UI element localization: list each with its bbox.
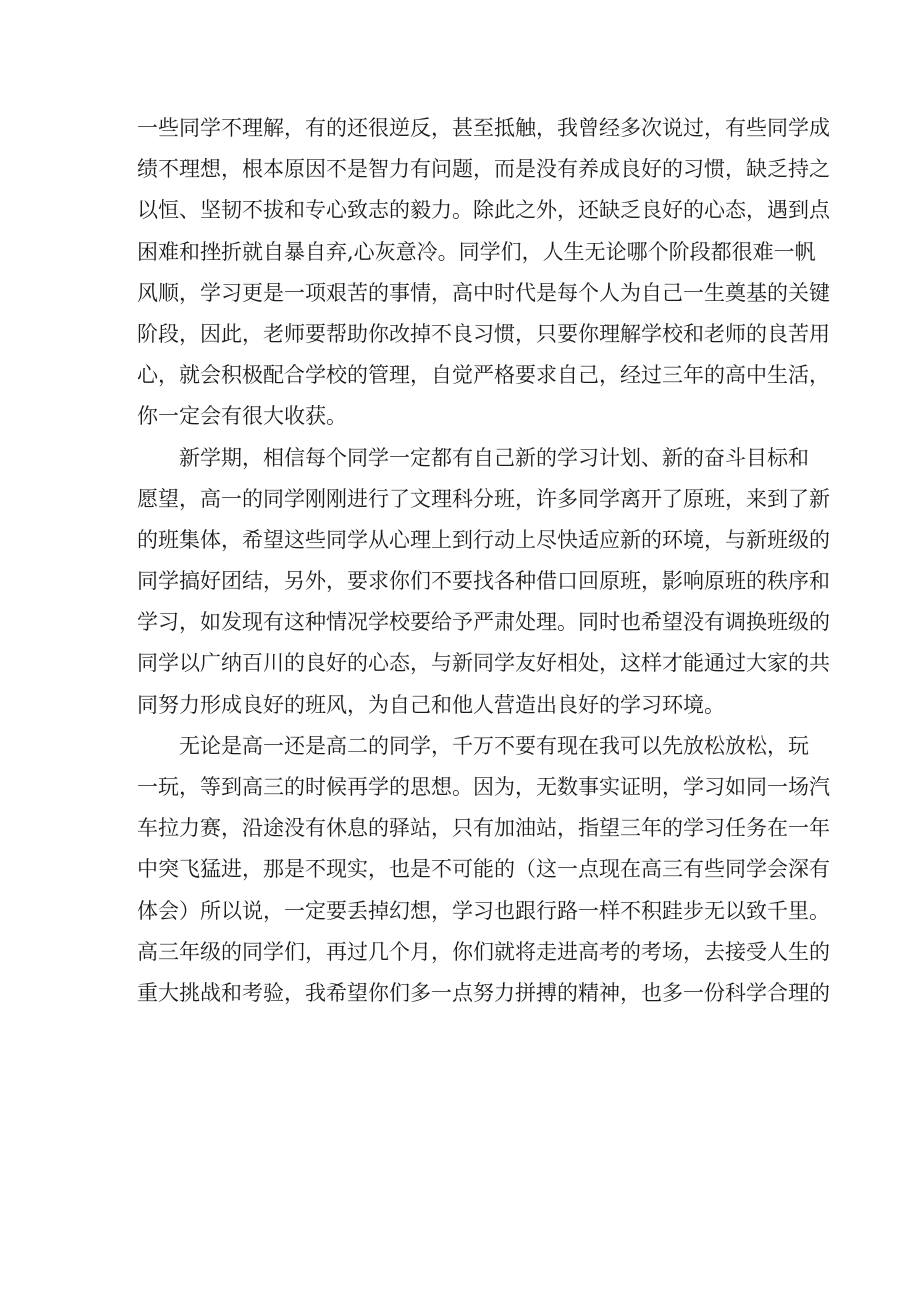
text-line: 无论是高一还是高二的同学，千万不要有现在我可以先放松放松，玩 bbox=[179, 733, 809, 758]
body-text bbox=[137, 108, 830, 1014]
text-line: 中突飞猛进，那是不现实，也是不可能的（这一点现在高三有些同学会深有 bbox=[137, 857, 830, 882]
text-line: 风顺，学习更是一项艰苦的事情，高中时代是每个人为自己一生奠基的关键 bbox=[137, 280, 830, 305]
text-line: 阶段，因此，老师要帮助你改掉不良习惯，只要你理解学校和老师的良苦用 bbox=[137, 321, 830, 346]
text-line: 体会）所以说，一定要丢掉幻想，学习也跟行路一样不积跬步无以致千里。 bbox=[137, 898, 830, 923]
text-line: 车拉力赛，沿途没有休息的驿站，只有加油站，指望三年的学习任务在一年 bbox=[137, 816, 830, 841]
text-line: 一些同学不理解，有的还很逆反，甚至抵触，我曾经多次说过，有些同学成 bbox=[137, 116, 830, 140]
paragraph-3 bbox=[137, 726, 830, 1014]
text-line: 心，就会积极配合学校的管理，自觉严格要求自己，经过三年的高中生活， bbox=[137, 363, 830, 388]
text-line: 以恒、坚韧不拔和专心致志的毅力。除此之外，还缺乏良好的心态，遇到点 bbox=[137, 198, 830, 223]
text-line: 愿望，高一的同学刚刚进行了文理科分班，许多同学离开了原班，来到了新 bbox=[137, 486, 830, 511]
paragraph-1 bbox=[137, 108, 830, 438]
text-line: 你一定会有很大收获。 bbox=[137, 404, 347, 429]
text-line: 绩不理想，根本原因不是智力有问题，而是没有养成良好的习惯，缺乏持之 bbox=[137, 157, 830, 182]
paragraph-2 bbox=[137, 438, 830, 726]
text-line: 困难和挫折就自暴自弃,心灰意冷。同学们，人生无论哪个阶段都很难一帆 bbox=[137, 239, 816, 264]
text-line: 一玩，等到高三的时候再学的思想。因为，无数事实证明，学习如同一场汽 bbox=[137, 775, 830, 799]
text-line: 同学以广纳百川的良好的心态，与新同学友好相处，这样才能通过大家的共 bbox=[137, 651, 830, 676]
text-line: 同学搞好团结，另外，要求你们不要找各种借口回原班，影响原班的秩序和 bbox=[137, 569, 830, 594]
text-line: 新学期，相信每个同学一定都有自己新的学习计划、新的奋斗目标和 bbox=[179, 445, 809, 470]
text-line: 学习，如发现有这种情况学校要给予严肃处理。同时也希望没有调换班级的 bbox=[137, 610, 830, 635]
text-line: 的班集体，希望这些同学从心理上到行动上尽快适应新的环境，与新班级的 bbox=[137, 527, 830, 552]
text-line: 同努力形成良好的班风，为自己和他人营造出良好的学习环境。 bbox=[137, 692, 725, 717]
text-line: 高三年级的同学们，再过几个月，你们就将走进高考的考场，去接受人生的 bbox=[137, 939, 830, 964]
text-line: 重大挑战和考验，我希望你们多一点努力拼搏的精神，也多一份科学合理的 bbox=[137, 980, 830, 1005]
